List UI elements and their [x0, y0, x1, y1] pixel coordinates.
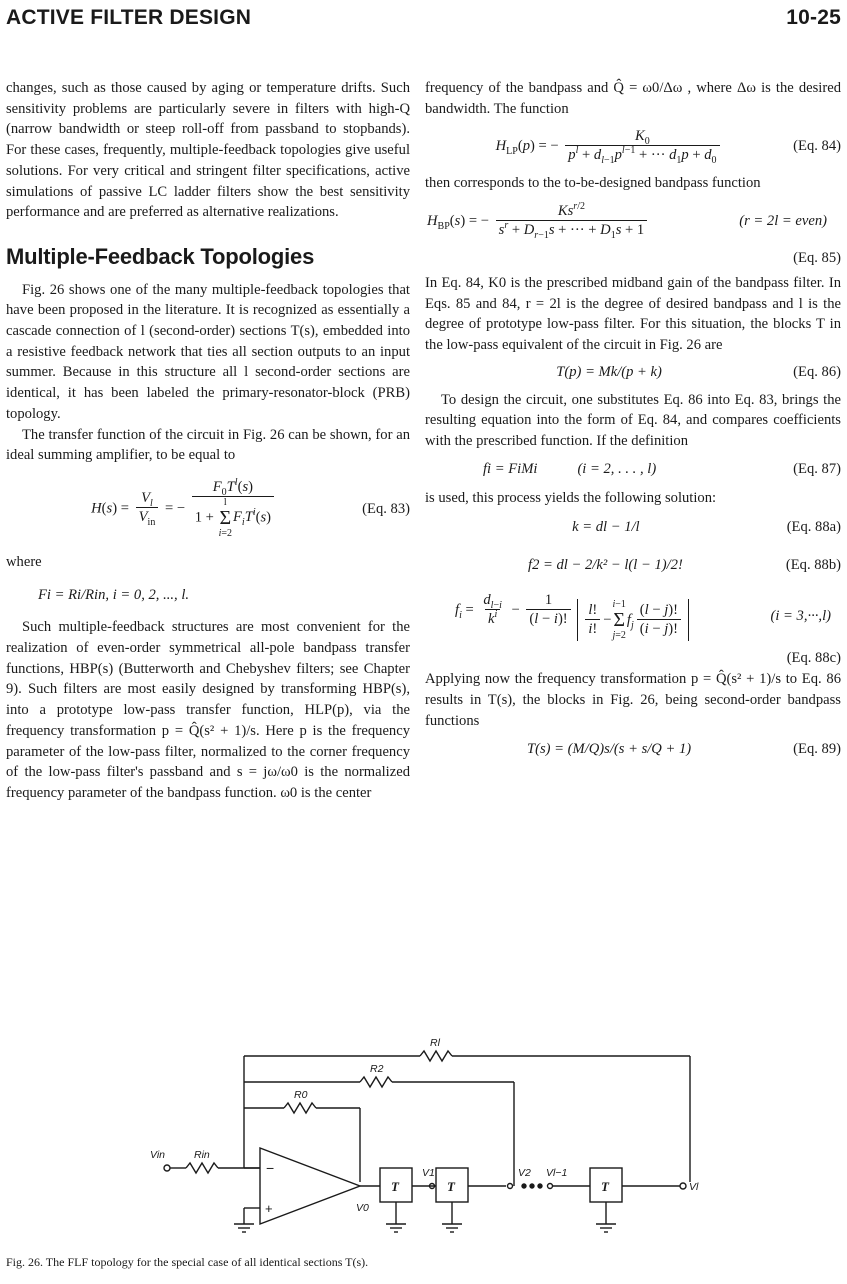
label-t1: T [391, 1179, 399, 1194]
op-amp [260, 1148, 360, 1224]
paragraph: Applying now the frequency transformation p = Q̂(s² + 1)/s to Eq. 86 results in T(s), the blocks in Fig. 26, being second-order bandpass functions [425, 671, 841, 729]
equation-number: (Eq. 88a) [786, 519, 841, 536]
equation-number: (Eq. 85) [793, 250, 841, 267]
equation-83: H(s) = $\frac{V_l}{V_{in}}$ = − $F_0T^l(s)$ 1 + l Σ i=2 $F_iT^i(s)$ (Eq. 83) [91, 477, 410, 539]
equation-text: T(p) = Mk/(p + k) [556, 364, 662, 381]
equation-number: (Eq. 84) [793, 138, 841, 155]
equation-85: $H_{BP}(s)$ = − $\frac{Ks^{r/2}}{s^r + D_{r-1}s + \cdot\cdot\cdot + D_1s + 1}$ (r = 2l = even) [427, 200, 827, 241]
equation-condition: (i = 3,···,l) [770, 608, 831, 625]
paragraph: then corresponds to the to-be-designed bandpass function [425, 175, 761, 192]
resistor-r2 [360, 1077, 392, 1087]
left-column [6, 78, 410, 804]
paragraph: Fig. 26 shows one of the many multiple-feedback topologies that have been proposed in the literature. It is recognized as essentially a cascade connection of l (second-order) sections T(s), embedded into a resistive feedback network that ties all section outputs to an input summer. Because in this structure all l second-order sections are identical, it has been labeled the primary-resonator-block (PRB) topology. [6, 281, 410, 422]
equation-condition: (i = 2, . . . , l) [577, 461, 657, 478]
equation-condition: (r = 2l = even) [739, 212, 827, 229]
label-plus: + [265, 1201, 273, 1216]
label-v2: V2 [518, 1167, 531, 1179]
fi-definition: Fi = Ri/Rin, i = 0, 2, ..., l. [38, 586, 190, 603]
paragraph: In Eq. 84, K0 is the prescribed midband gain of the bandpass filter. In Eqs. 85 and 84, r = 2l is the degree of desired bandpass and l is the degree of prototype low-pass filter. For this situation, the blocks T in the low-pass equivalent of the circuit in Fig. 26 are [425, 274, 841, 353]
paragraph: The transfer function of the circuit in Fig. 26 can be shown, for an ideal summing amplifier, to be equal to [6, 426, 410, 464]
equation-number: (Eq. 86) [793, 364, 841, 381]
equation-89 [425, 731, 841, 767]
label-vin: Vin [150, 1149, 165, 1161]
label-minus: − [266, 1160, 275, 1176]
resistor-r0 [284, 1103, 316, 1113]
equation-84: $H_{LP}(p)$ = − $\frac{K_0}{p^l + d_{l-1}p^{l-1} + \cdot\cdot\cdot d_1p + d_0}$ (Eq. 84) [495, 127, 841, 166]
equation-text: k = dl − 1/l [572, 519, 640, 536]
label-rl: Rl [430, 1037, 440, 1049]
running-header-title: ACTIVE FILTER DESIGN [6, 6, 252, 29]
resistor-rl [420, 1051, 452, 1061]
equation-88b [425, 546, 841, 584]
equation-text: f2 = dl − 2/k² − l(l − 1)/2! [528, 557, 683, 574]
equation-87 [425, 452, 841, 488]
equation-number: (Eq. 89) [793, 740, 841, 757]
page-number: 10-25 [786, 6, 841, 29]
label-v1: V1 [422, 1167, 435, 1179]
right-column [425, 78, 841, 767]
paragraph: frequency of the bandpass and Q̂ = ω0/Δω , where Δω is the desired bandwidth. The function [425, 80, 841, 117]
label-tl: T [601, 1179, 609, 1194]
figure-26-circuit [150, 1036, 710, 1236]
equation-86 [425, 356, 841, 390]
equation-88c: $f_i$ = $\frac{d_{l-i}}{k^i}$ − $\frac{1}{(l - i)!}$ $\frac{l!}{i!}$ − i−1 Σ j=2 $f_j$ $\frac{(l - j)!}{(i - j)!}$ (i = 3,···,l) [455, 591, 831, 642]
resistor-rin [186, 1163, 218, 1173]
label-v0: V0 [356, 1202, 369, 1214]
paragraph: Such multiple-feedback structures are most convenient for the realization of even-order symmetrical all-pole bandpass transfer functions, HBP(s) (Butterworth and Chebyshev filters; see Chapter 9). Such filters are most easily designed by transforming HBP(s), into a prototype low-pass transfer function, HLP(p), via the frequency transformation p = Q̂(s² + 1)/s. Here p is the frequency parameter of the low-pass filter, normalized to the corner frequency of the low-pass filter's passband and s = jω/ω0 is the normalized frequency parameter of the bandpass function. ω0 is the center [6, 619, 410, 801]
label-rin: Rin [194, 1149, 210, 1161]
label-r2: R2 [370, 1063, 384, 1075]
equation-number: (Eq. 83) [362, 500, 410, 517]
equation-88a [425, 508, 841, 546]
equation-number: (Eq. 88c) [786, 650, 841, 667]
paragraph: is used, this process yields the following solution: [425, 489, 717, 506]
equation-number: (Eq. 88b) [785, 557, 841, 574]
where-text: where [6, 553, 42, 570]
equation-text: T(s) = (M/Q)s/(s + s/Q + 1) [527, 740, 692, 757]
paragraph: To design the circuit, one substitutes Eq. 86 into Eq. 83, brings the resulting equation into the form of Eq. 84, and compares coefficients with the prescribed function. If the definition [425, 391, 841, 450]
label-vl-1: Vl−1 [546, 1167, 568, 1179]
paragraph: changes, such as those caused by aging or temperature drifts. Such sensitivity problems are particularly severe in filters with high-Q (narrow bandwidth or steep roll-off from passband to stopbands). For these cases, frequently, multiple-feedback topologies give useful solutions. For very critical and stringent filter specifications, active simulations of passive LC ladder filters show the best sensitivity performance and are preferred as alternative realizations. [6, 80, 410, 221]
equation-number: (Eq. 87) [793, 461, 841, 478]
section-heading: Multiple-Feedback Topologies [6, 243, 315, 269]
label-r0: R0 [294, 1089, 308, 1101]
label-t2: T [447, 1179, 455, 1194]
equation-text: fi = FiMi [483, 461, 538, 478]
label-vl: Vl [689, 1181, 699, 1193]
figure-caption: Fig. 26. The FLF topology for the special case of all identical sections T(s). [6, 1255, 369, 1269]
